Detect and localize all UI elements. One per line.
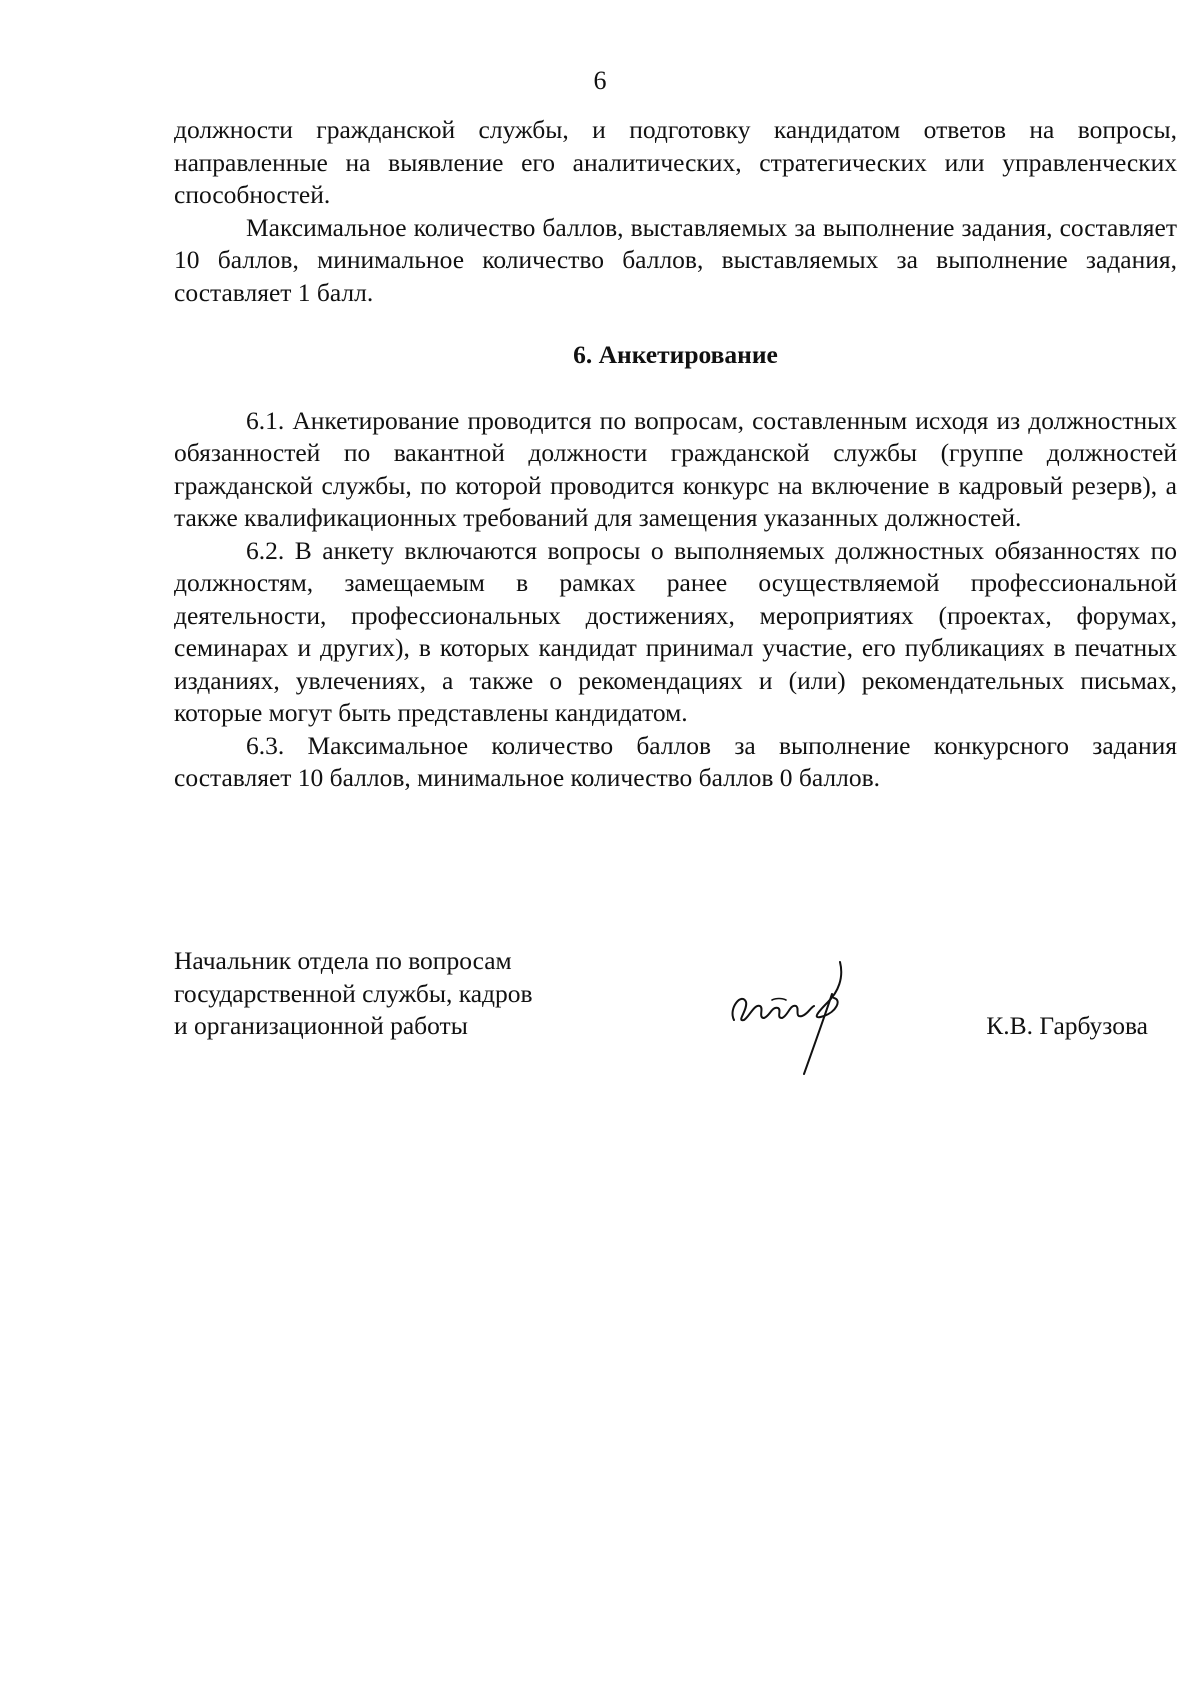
- paragraph-continuation: должности гражданской службы, и подготовку кандидатом ответов на вопросы, направленные на выявление его аналитических, стратегических или управленческих способностей.: [174, 115, 1177, 209]
- paragraph-6-2: 6.2. В анкету включаются вопросы о выполняемых должностных обязанностях по должностям, замещаемым в рамках ранее осуществляемой профессиональной деятельности, профессиональных достижениях, мероприятиях (проектах, форумах, семинарах и других), в которых кандидат принимал участие, его публикациях в печатных изданиях, увлечениях, а также о рекомендациях и (или) рекомендательных письмах, которые могут быть представлены кандидатом.: [174, 535, 1177, 727]
- paragraph-max-score: Максимальное количество баллов, выставляемых за выполнение задания, составляет 10 баллов, минимальное количество баллов, выставляемых за выполнение задания, составляет 1 балл.: [174, 212, 1177, 307]
- document-body: [174, 114, 1177, 795]
- section-heading: 6. Анкетирование: [573, 340, 778, 369]
- position-line: государственной службы, кадров: [174, 978, 533, 1008]
- position-line: Начальник отдела по вопросам: [174, 946, 512, 975]
- page-number: 6: [593, 66, 607, 95]
- paragraph-6-3: 6.3. Максимальное количество баллов за выполнение конкурсного задания составляет 10 баллов, минимальное количество баллов 0 баллов.: [174, 730, 1177, 792]
- position-line: и организационной работы: [174, 1011, 468, 1040]
- handwritten-signature: [720, 958, 870, 1078]
- paragraph-6-1: 6.1. Анкетирование проводится по вопросам, составленным исходя из должностных обязанностей по вакантной должности гражданской службы (группе должностей гражданской службы, по которой проводится конкурс на включение в кадровый резерв), а также квалификационных требований для замещения указанных должностей.: [174, 405, 1177, 532]
- signer-name: К.В. Гарбузова: [986, 1011, 1148, 1040]
- signatory-position: [174, 945, 533, 1043]
